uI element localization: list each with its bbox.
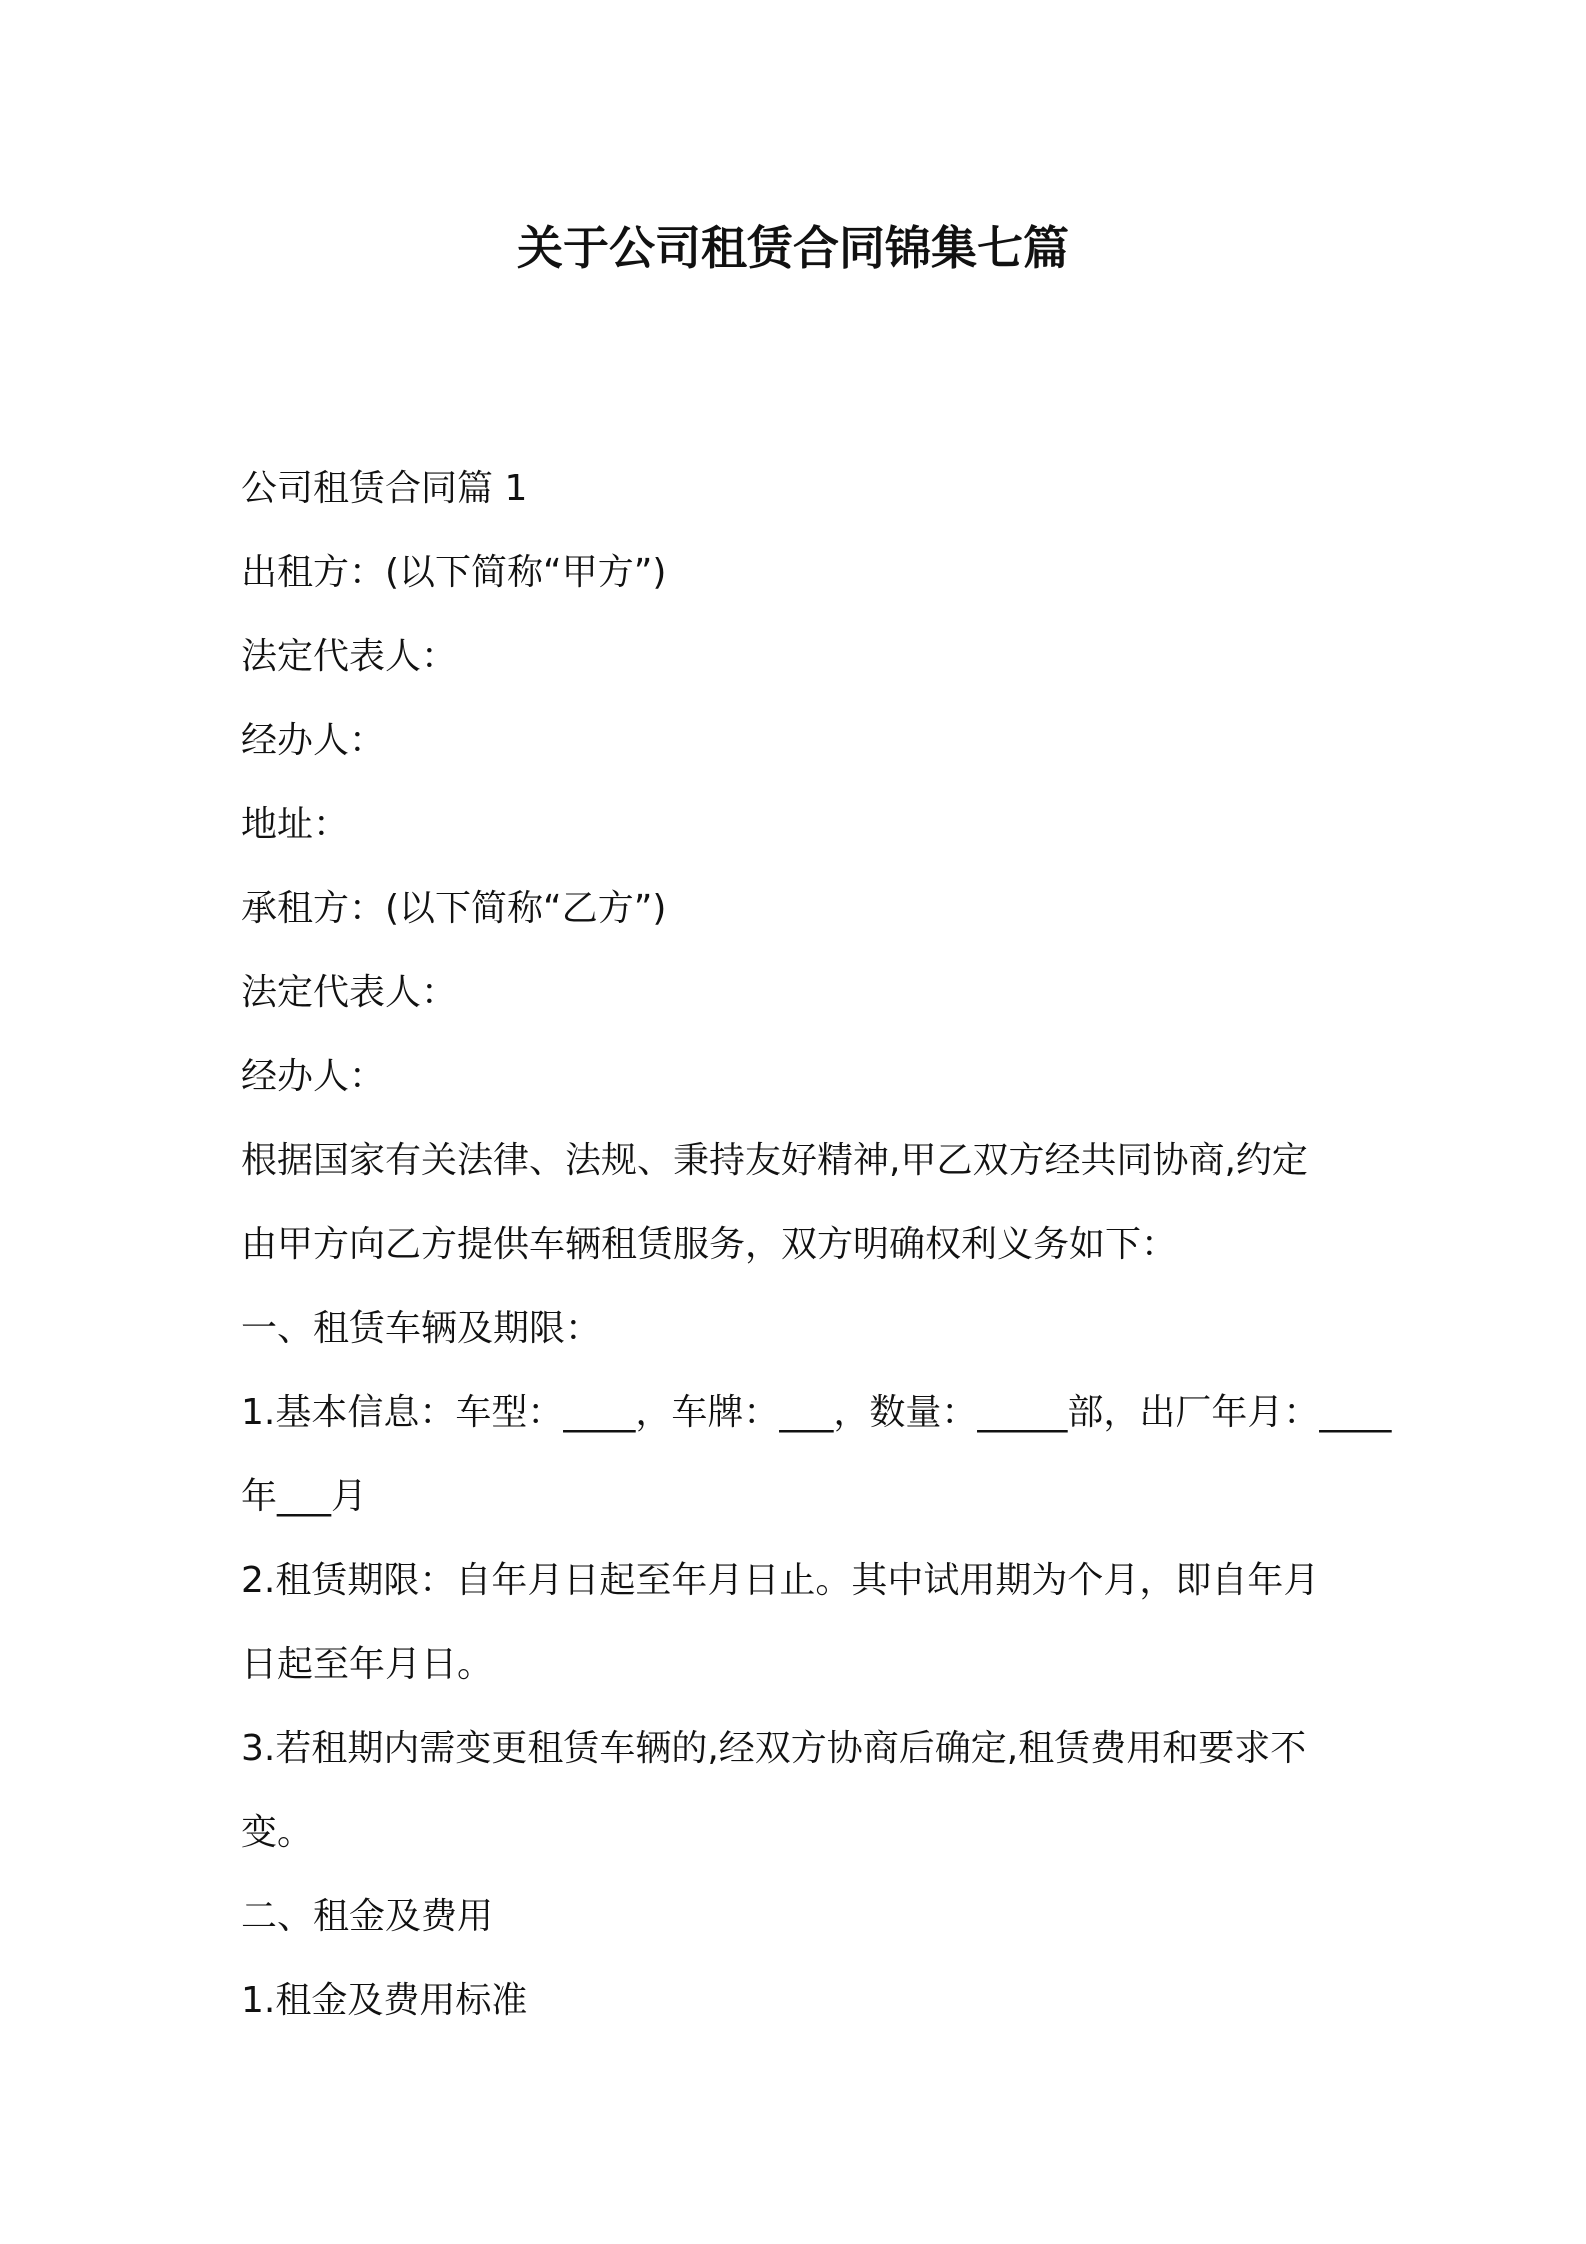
document-body	[241, 447, 1392, 2043]
clause-1-1-line-1: 1.基本信息：车型：____，车牌：___，数量：_____部，出厂年月：____	[241, 1392, 1392, 1433]
clause-2-1-line: 1.租金及费用标准	[241, 1980, 528, 2021]
lessor-legal-representative-line: 法定代表人：	[241, 636, 458, 677]
clause-1-3-line-1: 3.若租期内需变更租赁车辆的,经双方协商后确定,租赁费用和要求不	[241, 1728, 1307, 1769]
clause-1-2-line-1: 2.租赁期限：自年月日起至年月日止。其中试用期为个月，即自年月	[241, 1560, 1320, 1601]
lessor-address-line: 地址：	[241, 804, 350, 845]
clause-heading-2: 二、租金及费用	[241, 1896, 494, 1937]
preamble-line-2: 由甲方向乙方提供车辆租赁服务，双方明确权利义务如下：	[241, 1224, 1178, 1265]
clause-heading-1: 一、租赁车辆及期限：	[241, 1308, 602, 1349]
lessee-line: 承租方：(以下简称“乙方”)	[241, 888, 667, 929]
lessee-legal-representative-line: 法定代表人：	[241, 972, 458, 1013]
lessor-line: 出租方：(以下简称“甲方”)	[241, 552, 667, 593]
clause-1-3-line-2: 变。	[241, 1812, 314, 1853]
document-title: 关于公司租赁合同锦集七篇	[517, 221, 1069, 275]
clause-1-1-line-2: 年___月	[241, 1476, 368, 1517]
clause-1-2-line-2: 日起至年月日。	[241, 1644, 494, 1685]
preamble-line-1: 根据国家有关法律、法规、秉持友好精神,甲乙双方经共同协商,约定	[241, 1140, 1308, 1181]
lessee-agent-line: 经办人：	[241, 1056, 386, 1097]
section-heading-contract-1: 公司租赁合同篇 1	[241, 468, 528, 509]
lessor-agent-line: 经办人：	[241, 720, 386, 761]
